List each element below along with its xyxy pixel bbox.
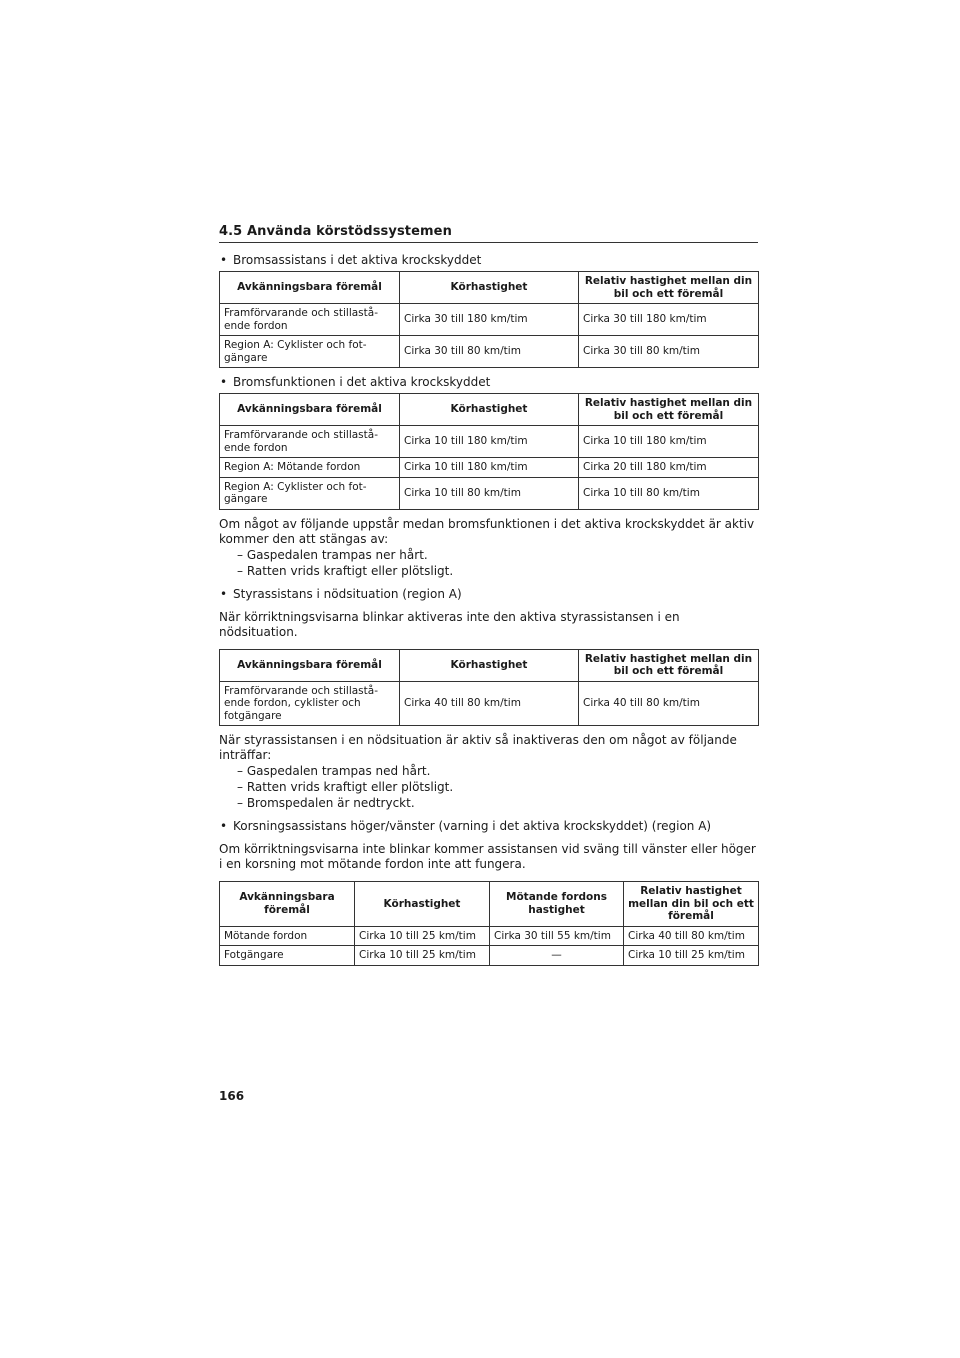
table-cell: Cirka 30 till 80 km/tim bbox=[579, 336, 759, 368]
dash-item bbox=[219, 779, 758, 795]
table-cell: Cirka 30 till 55 km/tim bbox=[490, 926, 624, 946]
table-header-row bbox=[220, 394, 759, 426]
table-cell: Cirka 30 till 180 km/tim bbox=[400, 304, 579, 336]
table-row bbox=[220, 304, 759, 336]
bullet-text: Bromsfunktionen i det aktiva krockskyddet bbox=[233, 375, 491, 389]
dash-text: Ratten vrids kraftigt eller plötsligt. bbox=[246, 563, 454, 578]
header-cell: Avkänningsbara föremål bbox=[220, 649, 400, 681]
table-cell: Fotgängare bbox=[220, 946, 355, 966]
dash-text: Bromspedalen är nedtryckt. bbox=[246, 796, 415, 810]
bullet-marker: • bbox=[220, 586, 228, 601]
dash-marker: – bbox=[237, 764, 243, 778]
bullet-marker: • bbox=[220, 253, 228, 267]
table-row bbox=[220, 946, 759, 966]
header-cell: Relativ hastighet mellan din bil och ett föremål bbox=[579, 394, 759, 426]
table-cell: Cirka 30 till 80 km/tim bbox=[400, 336, 579, 368]
table-cell: Region A: Mötande fordon bbox=[220, 458, 400, 478]
page-content bbox=[219, 224, 758, 973]
table-cell: Mötande fordon bbox=[220, 926, 355, 946]
table-row bbox=[220, 926, 759, 946]
bullet-text: Korsningsassistans höger/vänster (varning i det aktiva krockskyddet) (region A) bbox=[233, 819, 712, 833]
bullet-marker: • bbox=[220, 375, 228, 389]
bullet-marker: • bbox=[220, 819, 228, 833]
dash-text: Gaspedalen trampas ner hårt. bbox=[246, 547, 428, 562]
bullet-text: Bromsassistans i det aktiva krockskyddet bbox=[233, 253, 482, 267]
dash-marker: – bbox=[237, 547, 243, 562]
table-cell: Cirka 40 till 80 km/tim bbox=[400, 681, 579, 726]
table-intersection-assist bbox=[219, 881, 759, 966]
bullet-brake-function bbox=[219, 375, 758, 390]
dash-list-2 bbox=[219, 763, 758, 811]
page-number: 166 bbox=[219, 1089, 245, 1103]
dash-item bbox=[219, 763, 758, 779]
table-row bbox=[220, 681, 759, 726]
header-cell: Mötande fordons hastighet bbox=[490, 882, 624, 927]
bullet-intersection-assist bbox=[219, 819, 758, 834]
bullet-brake-assist bbox=[219, 253, 758, 268]
table-cell: Cirka 10 till 180 km/tim bbox=[579, 426, 759, 458]
dash-marker: – bbox=[237, 796, 243, 810]
section-title: 4.5 Använda körstödssystemen bbox=[219, 224, 758, 243]
header-cell: Körhastighet bbox=[400, 649, 579, 681]
table-header-row bbox=[220, 649, 759, 681]
table-cell: Cirka 10 till 180 km/tim bbox=[400, 426, 579, 458]
paragraph-intersection-note: Om körriktningsvisarna inte blinkar kommer assistansen vid sväng till vänster eller höger i en korsning mot mötande fordon inte att fungera. bbox=[219, 842, 756, 871]
table-header-row bbox=[220, 272, 759, 304]
table-cell: Cirka 40 till 80 km/tim bbox=[624, 926, 759, 946]
header-cell: Relativ hastighet mellan din bil och ett föremål bbox=[579, 649, 759, 681]
table-cell: Cirka 10 till 25 km/tim bbox=[355, 926, 490, 946]
table-row bbox=[220, 426, 759, 458]
table-cell: Framförvarande och stillastå-ende fordon bbox=[220, 304, 400, 336]
header-cell: Körhastighet bbox=[400, 272, 579, 304]
table-cell: Framförvarande och stillastå-ende fordon, cyklister och fotgängare bbox=[220, 681, 400, 726]
table-cell: Region A: Cyklister och fot-gängare bbox=[220, 477, 400, 509]
table-row bbox=[220, 477, 759, 509]
header-cell: Körhastighet bbox=[355, 882, 490, 927]
table-cell: Cirka 10 till 80 km/tim bbox=[400, 477, 579, 509]
table-brake-assist bbox=[219, 271, 759, 368]
bullet-text: Styrassistans i nödsituation (region A) bbox=[233, 586, 462, 601]
dash-list-1 bbox=[219, 547, 758, 579]
dash-text: Ratten vrids kraftigt eller plötsligt. bbox=[246, 780, 454, 794]
table-cell: Cirka 10 till 25 km/tim bbox=[355, 946, 490, 966]
dash-item bbox=[219, 547, 758, 563]
table-header-row bbox=[220, 882, 759, 927]
table-brake-function bbox=[219, 393, 759, 510]
header-cell: Körhastighet bbox=[400, 394, 579, 426]
table-cell: Cirka 30 till 180 km/tim bbox=[579, 304, 759, 336]
table-cell: Cirka 20 till 180 km/tim bbox=[579, 458, 759, 478]
paragraph-deactivation: Om något av följande uppstår medan bromsfunktionen i det aktiva krockskyddet är aktiv kommer den att stängas av: bbox=[219, 516, 755, 546]
table-cell: Cirka 10 till 80 km/tim bbox=[579, 477, 759, 509]
table-cell: Cirka 10 till 25 km/tim bbox=[624, 946, 759, 966]
bullet-steering-assist bbox=[219, 587, 758, 602]
header-cell: Avkänningsbara föremål bbox=[220, 272, 400, 304]
header-cell: Relativ hastighet mellan din bil och ett föremål bbox=[624, 882, 759, 927]
table-cell: — bbox=[490, 946, 624, 966]
paragraph-steering-note: När körriktningsvisarna blinkar aktiveras inte den aktiva styrassistansen i en nödsituation. bbox=[219, 609, 680, 639]
dash-item bbox=[219, 563, 758, 579]
table-row bbox=[220, 336, 759, 368]
dash-marker: – bbox=[237, 563, 243, 578]
table-cell: Region A: Cyklister och fot-gängare bbox=[220, 336, 400, 368]
dash-text: Gaspedalen trampas ned hårt. bbox=[246, 764, 431, 778]
paragraph-steering-deactivation: När styrassistansen i en nödsituation är aktiv så inaktiveras den om något av följande inträffar: bbox=[219, 733, 737, 762]
table-row bbox=[220, 458, 759, 478]
header-cell: Relativ hastighet mellan din bil och ett föremål bbox=[579, 272, 759, 304]
dash-item bbox=[219, 795, 758, 811]
dash-marker: – bbox=[237, 780, 243, 794]
table-cell: Cirka 10 till 180 km/tim bbox=[400, 458, 579, 478]
table-steering-assist bbox=[219, 649, 759, 727]
table-cell: Cirka 40 till 80 km/tim bbox=[579, 681, 759, 726]
header-cell: Avkänningsbara föremål bbox=[220, 394, 400, 426]
header-cell: Avkänningsbara föremål bbox=[220, 882, 355, 927]
table-cell: Framförvarande och stillastå-ende fordon bbox=[220, 426, 400, 458]
